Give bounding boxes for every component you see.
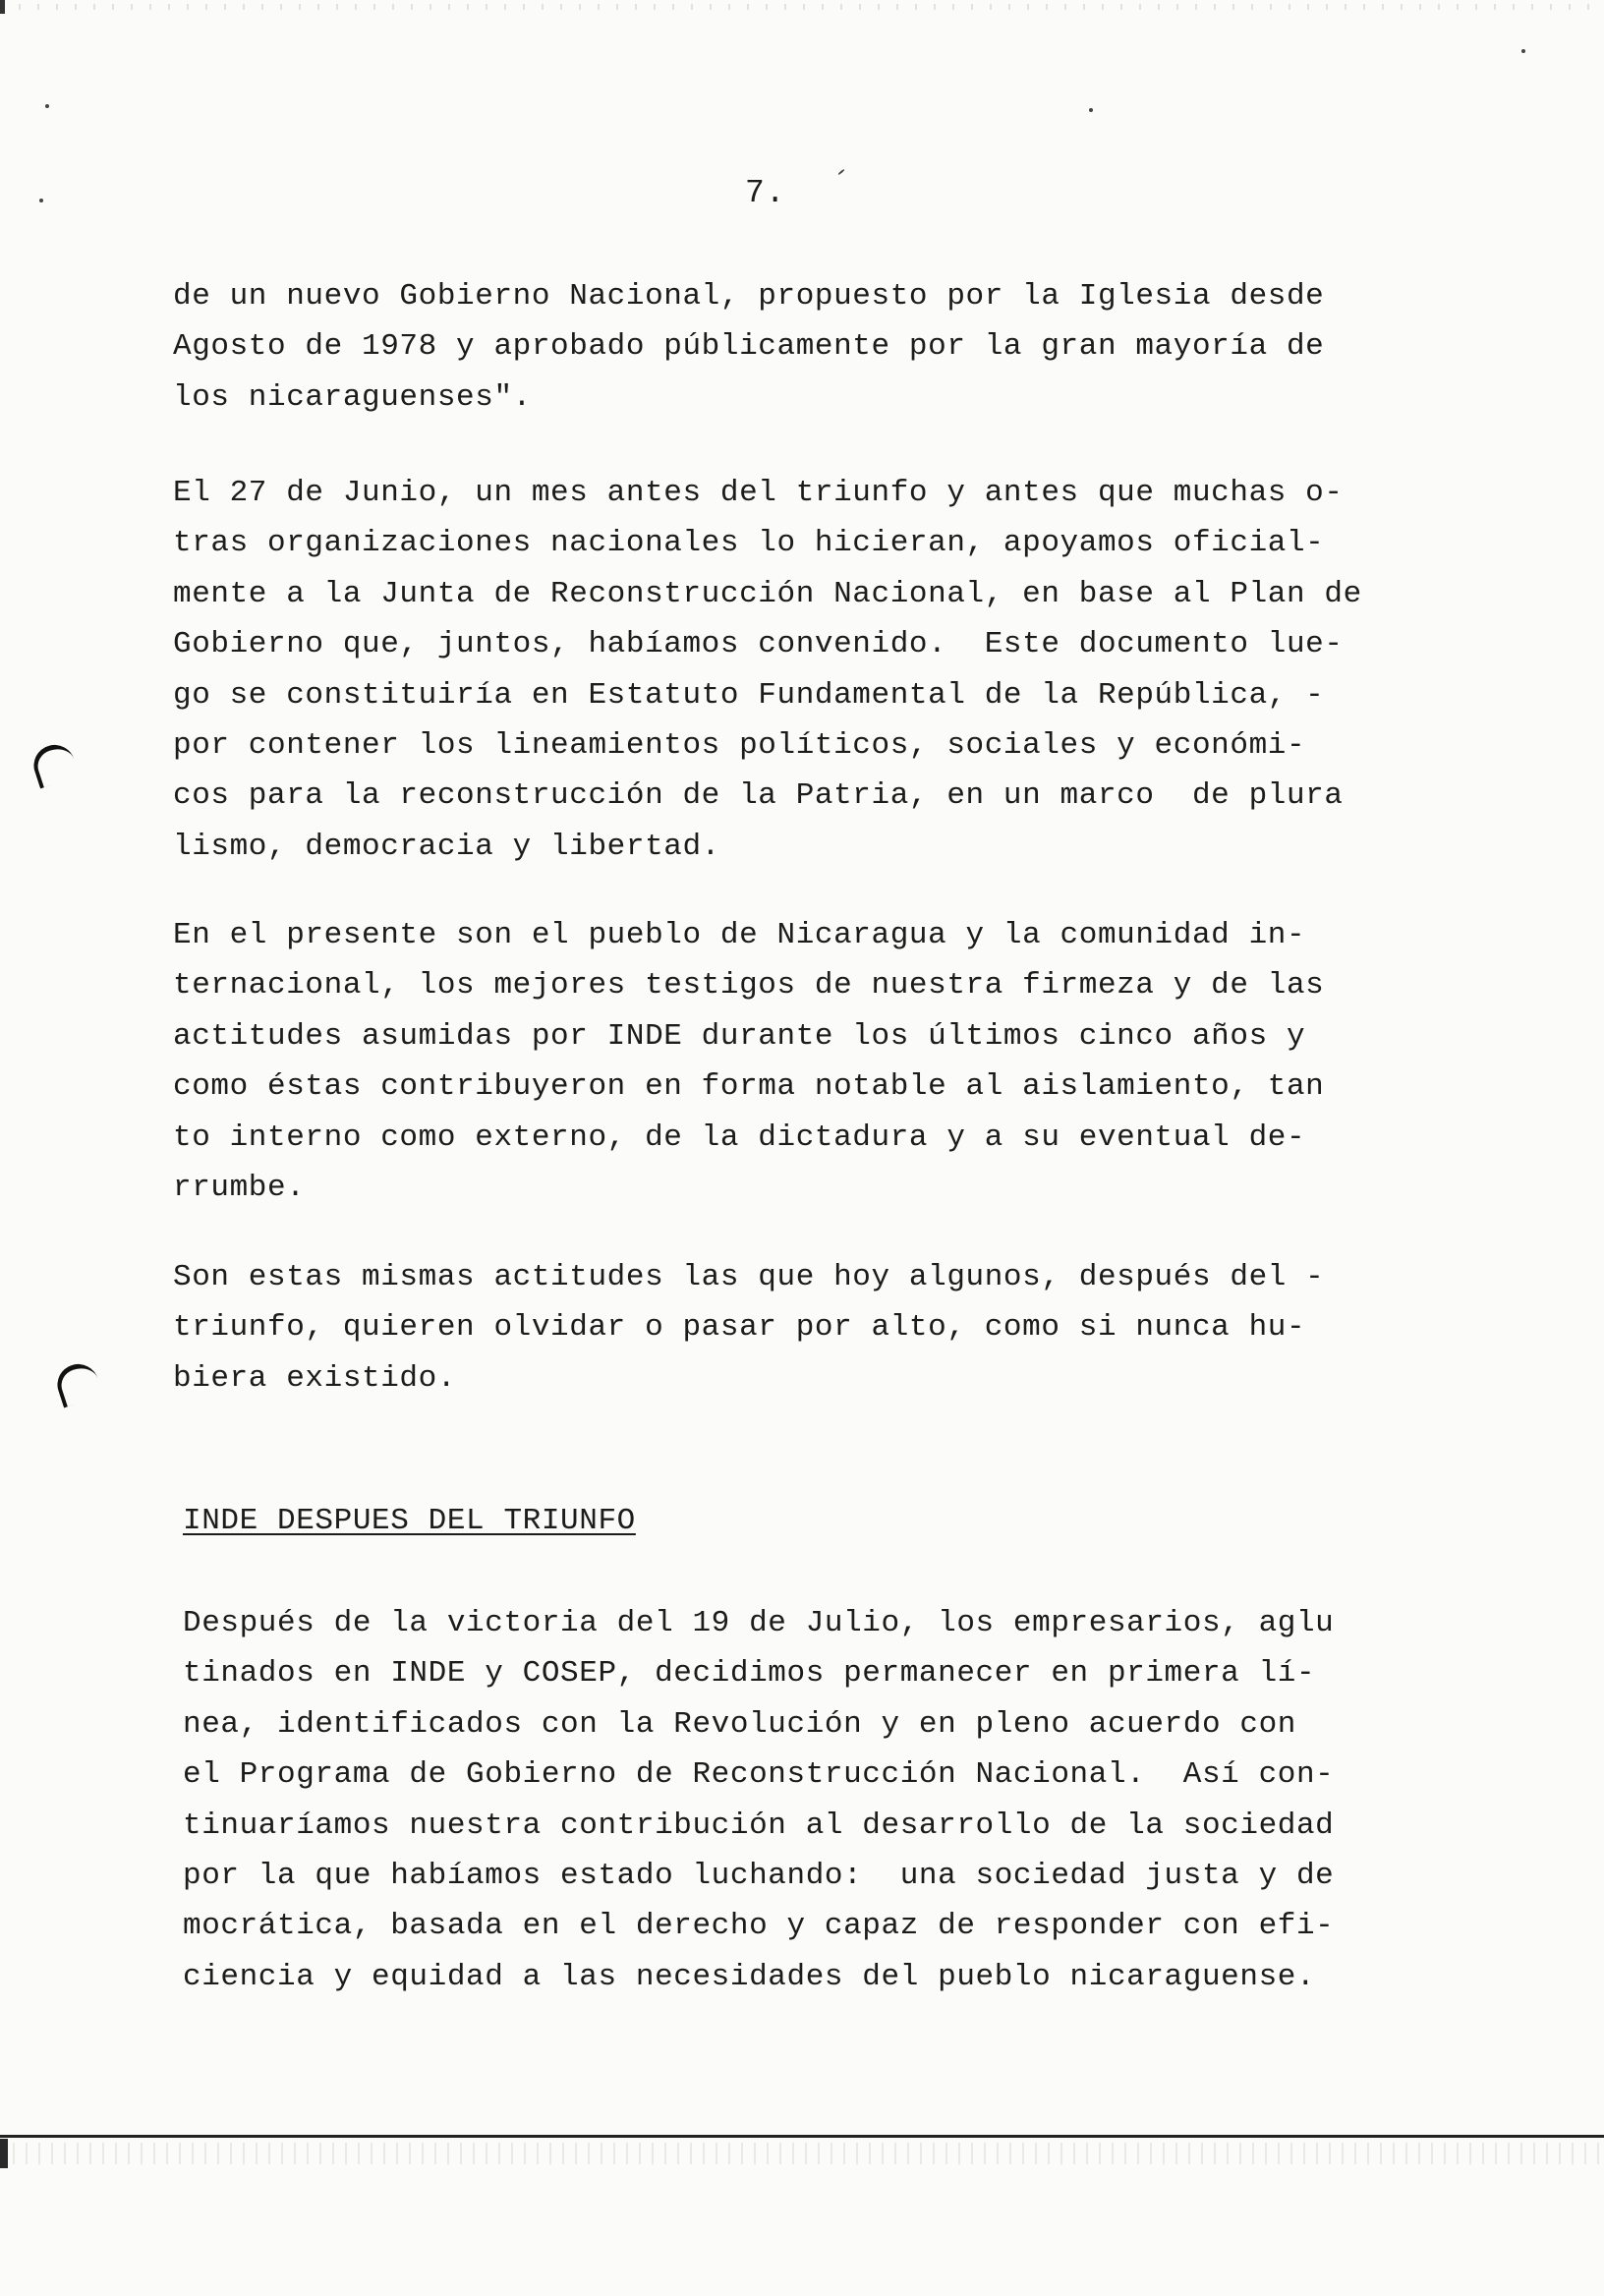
text-line: tinuaríamos nuestra contribución al desarrollo de la sociedad xyxy=(183,1808,1335,1843)
text-line: cos para la reconstrucción de la Patria, en un marco de plura xyxy=(173,778,1344,814)
paragraph-3 xyxy=(173,910,1324,1213)
text-line: mente a la Junta de Reconstrucción Nacional, en base al Plan de xyxy=(173,576,1362,611)
text-line: Después de la victoria del 19 de Julio, los empresarios, aglu xyxy=(183,1606,1335,1640)
text-line: Agosto de 1978 y aprobado públicamente por la gran mayoría de xyxy=(173,329,1325,365)
text-line: ternacional, los mejores testigos de nuestra firmeza y de las xyxy=(173,968,1325,1004)
text-line: por contener los lineamientos políticos, sociales y económi- xyxy=(173,728,1306,764)
text-line: biera existido. xyxy=(173,1360,457,1396)
text-line: por la que habíamos estado luchando: una sociedad justa y de xyxy=(183,1859,1335,1894)
text-line: El 27 de Junio, un mes antes del triunfo y antes que muchas o- xyxy=(173,476,1344,510)
page-number: 7. xyxy=(745,175,786,211)
text-line: mocrática, basada en el derecho y capaz de responder con efi- xyxy=(183,1909,1335,1944)
text-line: Son estas mismas actitudes las que hoy algunos, después del - xyxy=(173,1260,1325,1294)
paragraph-4 xyxy=(173,1252,1324,1404)
text-line: ciencia y equidad a las necesidades del pueblo nicaraguense. xyxy=(183,1959,1316,1994)
scan-edge-mark xyxy=(0,2139,8,2168)
scan-speck xyxy=(1521,49,1525,53)
paragraph-5 xyxy=(183,1598,1334,2002)
scan-speck xyxy=(1089,108,1093,112)
text-line: como éstas contribuyeron en forma notable al aislamiento, tan xyxy=(173,1069,1325,1105)
paragraph-1 xyxy=(173,271,1324,423)
scan-speck xyxy=(45,104,49,108)
text-line: rrumbe. xyxy=(173,1171,306,1206)
scan-speck xyxy=(39,199,43,202)
text-line: Gobierno que, juntos, habíamos convenido. Este documento lue- xyxy=(173,627,1344,662)
paragraph-2 xyxy=(173,468,1362,872)
text-line: los nicaraguenses". xyxy=(173,379,532,415)
text-line: de un nuevo Gobierno Nacional, propuesto por la Iglesia desde xyxy=(173,279,1325,314)
text-line: go se constituiría en Estatuto Fundamental de la República, - xyxy=(173,677,1325,713)
punch-hole-mark xyxy=(29,739,80,788)
scan-speck xyxy=(837,169,844,176)
scan-noise-bottom xyxy=(0,2143,1604,2164)
text-line: nea, identificados con la Revolución y en pleno acuerdo con xyxy=(183,1706,1296,1742)
scan-edge-mark xyxy=(0,0,5,14)
text-line: tinados en INDE y COSEP, decidimos permanecer en primera lí- xyxy=(183,1656,1316,1692)
text-line: lismo, democracia y libertad. xyxy=(173,829,720,864)
text-line: el Programa de Gobierno de Reconstrucción Nacional. Así con- xyxy=(183,1757,1335,1793)
text-line: tras organizaciones nacionales lo hicieran, apoyamos oficial- xyxy=(173,526,1325,561)
text-line: to interno como externo, de la dictadura y a su eventual de- xyxy=(173,1119,1306,1155)
scan-bottom-rule xyxy=(0,2135,1604,2138)
section-heading: INDE DESPUES DEL TRIUNFO xyxy=(183,1504,636,1538)
text-line: En el presente son el pueblo de Nicaragua y la comunidad in- xyxy=(173,918,1306,952)
text-line: actitudes asumidas por INDE durante los últimos cinco años y xyxy=(173,1018,1306,1054)
text-line: triunfo, quieren olvidar o pasar por alto, como si nunca hu- xyxy=(173,1310,1306,1346)
punch-hole-mark xyxy=(52,1358,103,1407)
scan-noise-top xyxy=(0,4,1604,10)
